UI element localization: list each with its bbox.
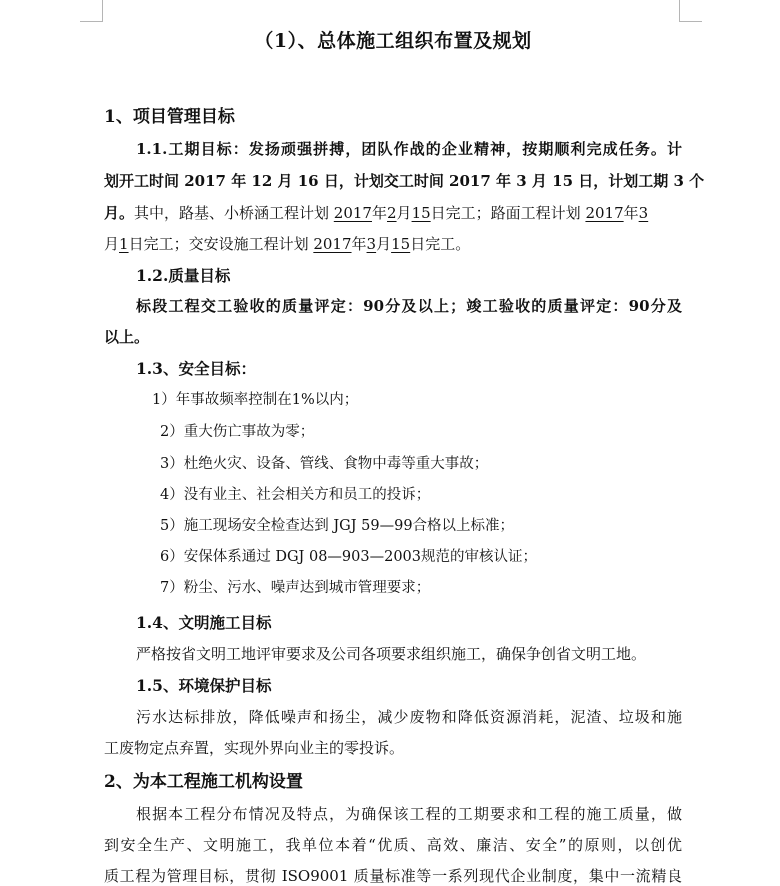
- section-heading-management-goals: 1、项目管理目标: [104, 107, 235, 127]
- organization-line-2: 到安全生产、文明施工，我单位本着“优质、高效、廉洁、安全”的原则，以创优: [104, 836, 682, 854]
- safety-item-5: 5）施工现场安全检查达到 JGJ 59—99合格以上标准；: [160, 518, 515, 534]
- environment-protection-heading: 1.5、环境保护目标: [136, 676, 272, 695]
- page-corner-mark-left: [80, 0, 103, 22]
- organization-line-3: 质工程为管理目标，贯彻 ISO9001 质量标准等一系列现代企业制度，集中一流精良: [104, 867, 682, 885]
- schedule-goal-line-2: 划开工时间 2017 年 12 月 16 日，计划交工时间 2017 年 3 月 15 日，计划工期 3 个: [104, 172, 705, 190]
- page-title: （1）、总体施工组织布置及规划: [254, 30, 532, 52]
- section-heading-organization: 2、为本工程施工机构设置: [104, 772, 303, 792]
- quality-goal-line-1: 标段工程交工验收的质量评定：90分及以上；竣工验收的质量评定：90分及: [136, 297, 682, 315]
- safety-goal-heading: 1.3、安全目标：: [136, 359, 256, 378]
- quality-goal-heading: 1.2.质量目标: [136, 266, 231, 285]
- environment-protection-line-1: 污水达标排放，降低噪声和扬尘，减少废物和降低资源消耗，泥渣、垃圾和施: [136, 708, 682, 726]
- schedule-goal-line-4: 月1日完工；交安设施工程计划 2017年3月15日完工。: [104, 235, 471, 253]
- organization-line-1: 根据本工程分布情况及特点，为确保该工程的工期要求和工程的施工质量，做: [136, 805, 682, 823]
- safety-item-3: 3）杜绝火灾、设备、管线、食物中毒等重大事故；: [160, 456, 489, 472]
- quality-goal-line-2: 以上。: [104, 328, 150, 346]
- safety-item-1: 1）年事故频率控制在1%以内；: [152, 392, 359, 408]
- page-corner-mark-right: [679, 0, 702, 22]
- schedule-goal-line-3: 月。其中，路基、小桥涵工程计划 2017年2月15日完工；路面工程计划 2017年3: [104, 204, 649, 222]
- safety-item-6: 6）安保体系通过 DGJ 08—903—2003规范的审核认证；: [160, 549, 537, 565]
- safety-item-2: 2）重大伤亡事故为零；: [160, 424, 315, 440]
- schedule-goal-line-1: 1.1.工期目标：发扬顽强拼搏，团队作战的企业精神，按期顺利完成任务。计: [136, 140, 682, 158]
- safety-item-4: 4）没有业主、社会相关方和员工的投诉；: [160, 487, 431, 503]
- civilized-construction-heading: 1.4、文明施工目标: [136, 613, 272, 632]
- safety-item-7: 7）粉尘、污水、噪声达到城市管理要求；: [160, 580, 431, 596]
- environment-protection-line-2: 工废物定点弃置，实现外界向业主的零投诉。: [104, 739, 405, 757]
- civilized-construction-text: 严格按省文明工地评审要求及公司各项要求组织施工，确保争创省文明工地。: [136, 645, 647, 663]
